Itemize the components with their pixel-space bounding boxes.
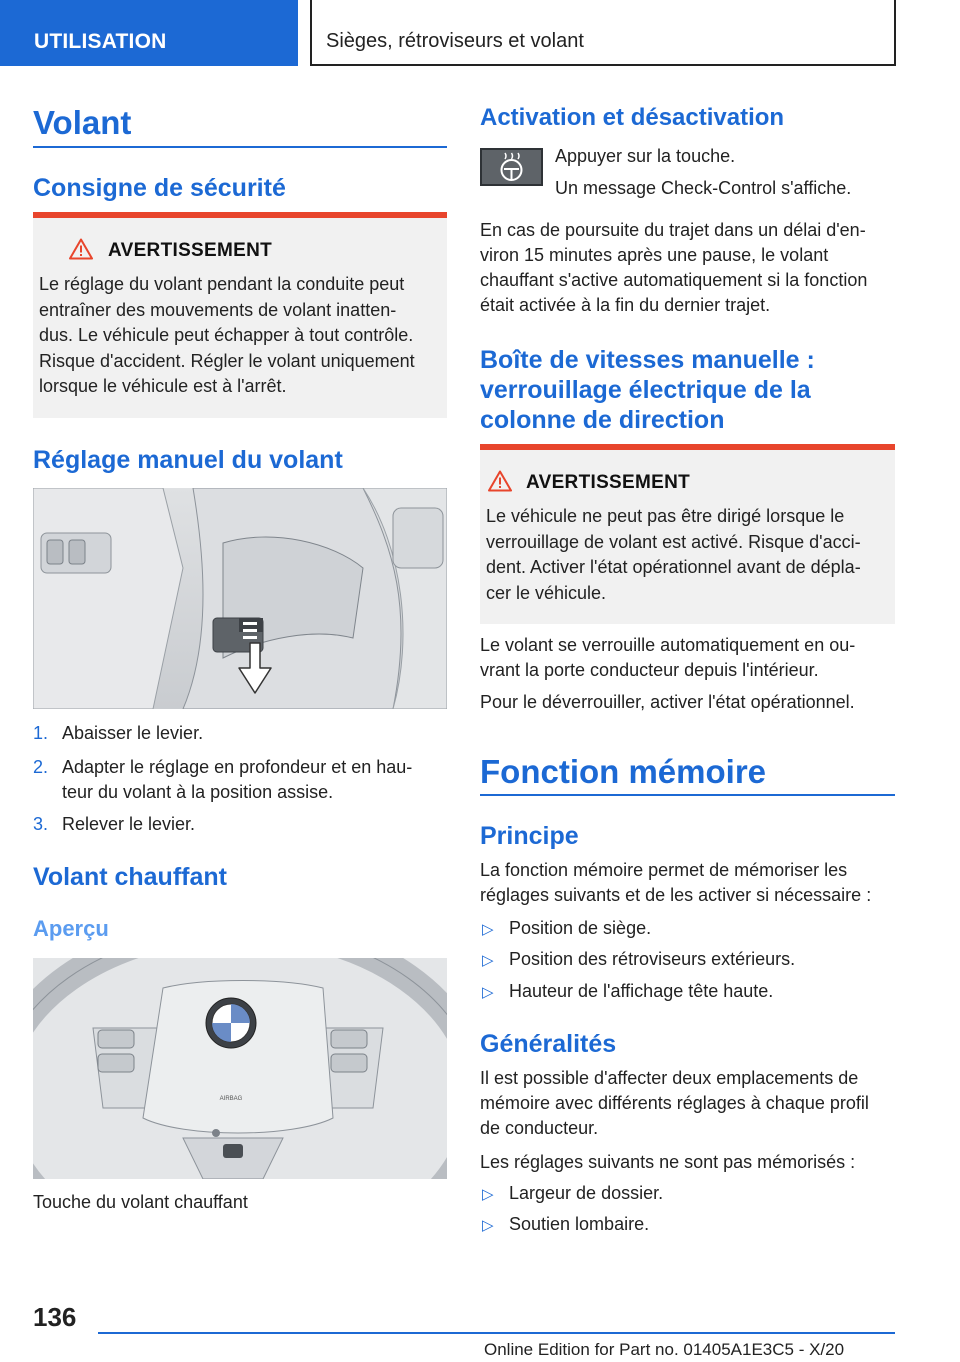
warning-line: Risque d'accident. Régler le volant uniquement xyxy=(39,350,415,371)
warning-line: Le réglage du volant pendant la conduite peut xyxy=(39,274,405,294)
section-label: UTILISATION xyxy=(34,30,167,53)
page-header xyxy=(0,0,960,66)
steering-wheel-image xyxy=(33,958,447,1179)
general-paragraph xyxy=(480,1066,895,1141)
warning-line: verrouillage de volant est activé. Risque d'acci‐ xyxy=(486,531,861,552)
paragraph-line: était activée à la fin du dernier trajet. xyxy=(480,295,771,315)
step-line: Abaisser le levier. xyxy=(62,723,204,743)
list-item: Largeur de dossier. xyxy=(509,1183,664,1203)
list-item: Position de siège. xyxy=(509,918,652,938)
heading-line: verrouillage électrique de la xyxy=(480,376,811,404)
airbag-label: AIRBAG xyxy=(219,1096,243,1102)
paragraph-line: viron 15 minutes après une pause, le volant xyxy=(480,245,829,265)
warning-line: entraîner des mouvements de volant inatten‐ xyxy=(39,299,397,320)
overview-heading: Aperçu xyxy=(33,916,109,941)
warning-triangle-icon xyxy=(69,238,93,260)
manual-adjust-heading: Réglage manuel du volant xyxy=(33,446,343,474)
warning-line: Le véhicule ne peut pas être dirigé lorsque le xyxy=(486,506,845,526)
general-heading: Généralités xyxy=(480,1030,617,1058)
title-rule xyxy=(33,146,447,148)
heated-wheel-paragraph xyxy=(480,218,895,318)
warning-line: dus. Le véhicule peut échapper à tout contrôle. xyxy=(39,325,414,345)
step-line: Relever le levier. xyxy=(62,814,196,834)
bullet-icon: ▷ xyxy=(482,984,494,1001)
message-text: Un message Check-Control s'affiche. xyxy=(555,178,852,198)
warning-line: dent. Activer l'état opérationnel avant de dépla‐ xyxy=(486,557,861,577)
heated-wheel-button-icon xyxy=(480,148,543,186)
list-item: Hauteur de l'affichage tête haute. xyxy=(509,981,774,1001)
list-item: Soutien lombaire. xyxy=(509,1214,650,1234)
footer-rule xyxy=(98,1332,895,1334)
heading-line: colonne de direction xyxy=(480,406,725,434)
gearbox-heading xyxy=(480,345,895,435)
heated-wheel-heading: Volant chauffant xyxy=(33,863,227,891)
press-button-text: Appuyer sur la touche. xyxy=(555,146,736,166)
paragraph-line: vrant la porte conducteur depuis l'intérieur. xyxy=(480,660,819,680)
heated-steering-icon xyxy=(482,150,541,184)
warning-line: cer le véhicule. xyxy=(486,582,607,603)
page-title: Volant xyxy=(33,104,132,141)
step-text xyxy=(62,812,447,837)
paragraph-line: mémoire avec différents réglages à chaque profil xyxy=(480,1093,869,1113)
principle-paragraph xyxy=(480,858,895,908)
paragraph-line: Il est possible d'affecter deux emplacements de xyxy=(480,1068,859,1088)
step-number: 3. xyxy=(33,814,49,834)
paragraph-line: La fonction mémoire permet de mémoriser les xyxy=(480,860,848,880)
not-saved-paragraph: Les réglages suivants ne sont pas mémorisés : xyxy=(480,1152,856,1172)
paragraph-line: chauffant s'active automatiquement si la fonction xyxy=(480,270,868,290)
bullet-icon: ▷ xyxy=(482,921,494,938)
principle-heading: Principe xyxy=(480,822,579,850)
section-tab xyxy=(0,0,298,66)
warning-text xyxy=(39,272,444,400)
bullet-icon: ▷ xyxy=(482,1217,494,1234)
warning-triangle-icon xyxy=(488,470,512,492)
warning-line: lorsque le véhicule est à l'arrêt. xyxy=(39,376,287,396)
warning-label: AVERTISSEMENT xyxy=(108,240,273,261)
steering-wheel-illustration xyxy=(33,958,447,1179)
step-text xyxy=(62,721,447,746)
chapter-label: Sièges, rétroviseurs et volant xyxy=(326,30,584,52)
paragraph-line: de conducteur. xyxy=(480,1118,599,1138)
step-line: Adapter le réglage en profondeur et en hau‐ xyxy=(62,757,413,777)
safety-heading: Consigne de sécurité xyxy=(33,174,286,202)
lock-paragraph xyxy=(480,633,895,683)
paragraph-line: réglages suivants et de les activer si nécessaire : xyxy=(480,885,872,905)
step-number: 1. xyxy=(33,723,49,743)
chapter-tab xyxy=(310,0,896,66)
heading-line: Boîte de vitesses manuelle : xyxy=(480,346,815,374)
warning-label: AVERTISSEMENT xyxy=(526,472,691,493)
step-text xyxy=(62,755,447,805)
warning-box-2 xyxy=(480,444,895,624)
memory-title: Fonction mémoire xyxy=(480,753,767,790)
activation-heading: Activation et désactivation xyxy=(480,104,785,131)
unlock-paragraph: Pour le déverrouiller, activer l'état opérationnel. xyxy=(480,692,855,712)
warning-text xyxy=(486,504,891,606)
steering-column-illustration xyxy=(33,488,447,709)
paragraph-line: En cas de poursuite du trajet dans un délai d'en‐ xyxy=(480,220,866,240)
bullet-icon: ▷ xyxy=(482,952,494,969)
step-line: teur du volant à la position assise. xyxy=(62,782,334,802)
page-number: 136 xyxy=(33,1302,77,1332)
step-number: 2. xyxy=(33,757,49,777)
list-item: Position des rétroviseurs extérieurs. xyxy=(509,949,796,969)
warning-box-1 xyxy=(33,212,447,418)
image-caption: Touche du volant chauffant xyxy=(33,1192,248,1212)
steering-column-image xyxy=(33,488,447,709)
memory-rule xyxy=(480,794,895,796)
bullet-icon: ▷ xyxy=(482,1186,494,1203)
edition-text: Online Edition for Part no. 01405A1E3C5 - X/20 xyxy=(484,1340,845,1359)
paragraph-line: Le volant se verrouille automatiquement en ou‐ xyxy=(480,635,856,655)
